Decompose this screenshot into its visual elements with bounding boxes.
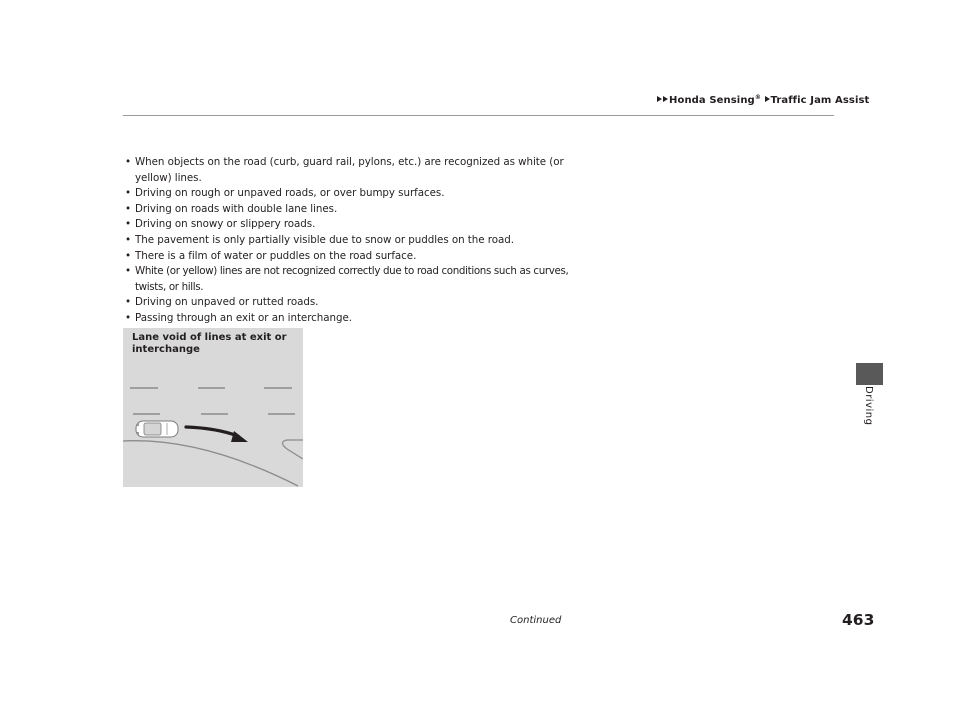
- registered-mark: ®: [754, 94, 761, 101]
- exit-edge-line: [283, 440, 304, 459]
- page-number: 463: [842, 611, 875, 629]
- continued-note: Continued: [510, 615, 562, 626]
- section-tab: [856, 363, 883, 385]
- section-tab-label: Driving: [863, 386, 874, 426]
- direction-arrow-icon: [186, 427, 238, 436]
- breadcrumb-section[interactable]: Honda Sensing: [669, 95, 755, 106]
- list-item: • Driving on rough or unpaved roads, or over bumpy surfaces.: [124, 186, 584, 202]
- list-item: • White (or yellow) lines are not recognized correctly due to road conditions such as curves, twists, or hills.: [124, 264, 584, 295]
- list-item: • Driving on snowy or slippery roads.: [124, 217, 584, 233]
- breadcrumb: [657, 94, 869, 106]
- breadcrumb-topic[interactable]: Traffic Jam Assist: [770, 95, 870, 106]
- list-item: • Driving on roads with double lane lines.: [124, 202, 584, 218]
- list-item: • Passing through an exit or an interchange.: [124, 311, 584, 327]
- list-item: • The pavement is only partially visible due to snow or puddles on the road.: [124, 233, 584, 249]
- road-illustration: [123, 328, 303, 487]
- list-item: • When objects on the road (curb, guard rail, pylons, etc.) are recognized as white (or yellow) lines.: [124, 155, 584, 186]
- breadcrumb-arrow-icon: [657, 96, 662, 102]
- breadcrumb-arrow-icon: [663, 96, 668, 102]
- figure-caption: Lane void of lines at exit or interchange: [132, 332, 287, 355]
- car-icon: [136, 421, 178, 437]
- condition-list: [124, 155, 584, 327]
- list-item: • Driving on unpaved or rutted roads.: [124, 295, 584, 311]
- list-item: • There is a film of water or puddles on the road surface.: [124, 249, 584, 265]
- header-divider: [123, 115, 834, 116]
- breadcrumb-arrow-icon: [765, 96, 770, 102]
- arrow-head-icon: [231, 431, 248, 442]
- road-edge-line: [123, 441, 298, 486]
